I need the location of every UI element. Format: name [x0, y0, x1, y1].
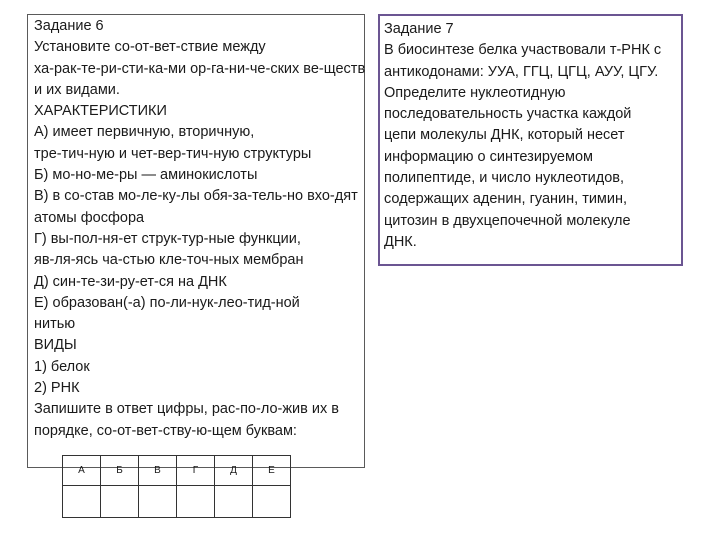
task-6-line: ха-рак-те-ри-сти-ка-ми ор-га-ни-че-ских ве-ществ [34, 60, 366, 77]
answer-header-cell: А [63, 456, 101, 486]
task-7-text [384, 19, 661, 253]
task-7-line: цепи молекулы ДНК, который несет [384, 127, 625, 144]
answer-header-cell: Б [101, 456, 139, 486]
answer-value-cell[interactable] [177, 486, 215, 518]
characteristic-v: В) в со-став мо-ле-ку-лы обя-за-тель-но вхо-дят [34, 188, 358, 205]
type-2: 2) РНК [34, 380, 80, 397]
task-7-line: цитозин в двухцепочечной молекуле [384, 212, 631, 229]
task-7-line: ДНК. [384, 233, 417, 250]
answer-value-cell[interactable] [63, 486, 101, 518]
characteristic-g-cont: яв-ля-ясь ча-стью кле-точ-ных мембран [34, 252, 304, 269]
answer-value-row [63, 486, 291, 518]
types-heading: ВИДЫ [34, 337, 77, 354]
task-6-title: Задание 6 [34, 18, 104, 34]
characteristic-a: А) имеет первичную, вторичную, [34, 124, 255, 141]
characteristic-v-cont: атомы фосфора [34, 209, 145, 226]
type-1: 1) белок [34, 358, 90, 375]
characteristic-b: Б) мо-но-ме-ры — аминокислоты [34, 167, 258, 184]
answer-value-cell[interactable] [253, 486, 291, 518]
task-6-line: Установите со-от-вет-ствие между [34, 39, 266, 56]
task-7-line: В биосинтезе белка участвовали т-РНК с [384, 42, 662, 59]
characteristic-e-cont: нитью [34, 316, 76, 333]
instruction-line: порядке, со-от-вет-ству-ю-щем буквам: [34, 422, 297, 439]
task-7-line: Определите нуклеотидную [384, 84, 566, 101]
task-6-text [34, 16, 365, 442]
instruction-line: Запишите в ответ цифры, рас-по-ло-жив их в [34, 401, 339, 418]
characteristics-heading: ХАРАКТЕРИСТИКИ [34, 103, 167, 120]
task-7-line: содержащих аденин, гуанин, тимин, [384, 191, 628, 208]
task-7-line: информацию о синтезируемом [384, 148, 593, 165]
task-7-line: последовательность участка каждой [384, 106, 632, 123]
characteristic-d: Д) син-те-зи-ру-ет-ся на ДНК [34, 273, 227, 290]
answer-value-cell[interactable] [215, 486, 253, 518]
answer-header-row [63, 456, 291, 486]
characteristic-a-cont: тре-тич-ную и чет-вер-тич-ную структуры [34, 145, 312, 162]
task-7-line: полипептиде, и число нуклеотидов, [384, 170, 625, 187]
characteristic-g: Г) вы-пол-ня-ет струк-тур-ные функции, [34, 230, 301, 247]
answer-header-cell: Г [177, 456, 215, 486]
answer-value-cell[interactable] [139, 486, 177, 518]
answer-header-cell: В [139, 456, 177, 486]
answer-table [62, 455, 291, 518]
task-6-line: и их видами. [34, 81, 120, 98]
task-7-line: антикодонами: УУА, ГГЦ, ЦГЦ, АУУ, ЦГУ. [384, 63, 659, 80]
characteristic-e: Е) образован(-а) по-ли-нук-лео-тид-ной [34, 294, 300, 311]
task-7-title: Задание 7 [384, 21, 454, 37]
answer-header-cell: Е [253, 456, 291, 486]
answer-header-cell: Д [215, 456, 253, 486]
answer-value-cell[interactable] [101, 486, 139, 518]
